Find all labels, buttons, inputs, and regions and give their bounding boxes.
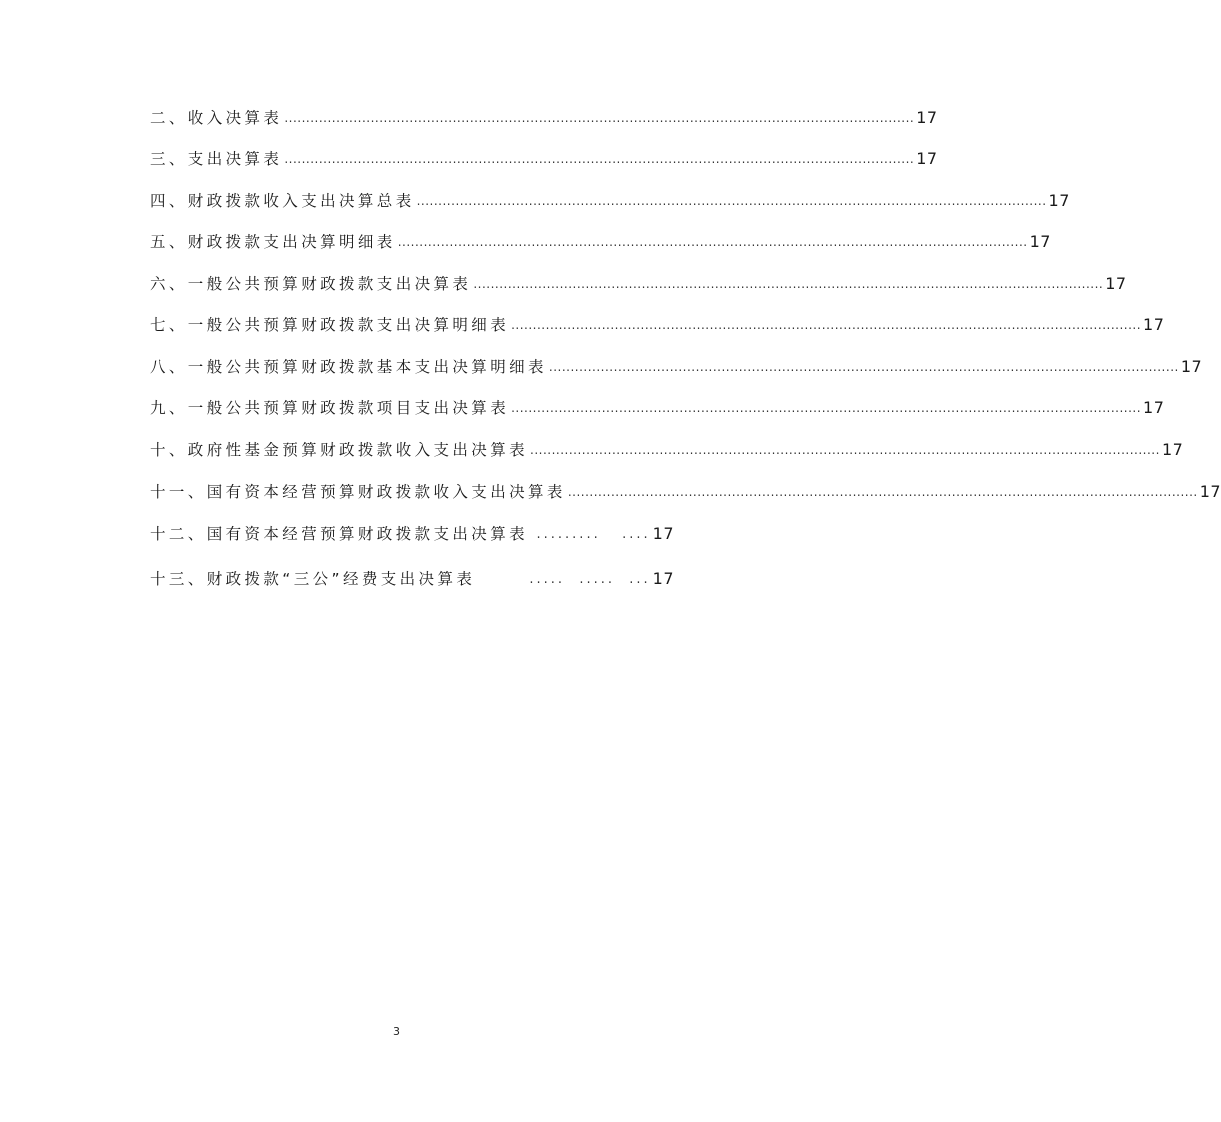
toc-leader-dots: ..................................................................................................................................................	[530, 443, 1160, 457]
toc-entry-title: 五、财政拨款支出决算明细表	[150, 233, 396, 251]
toc-entry[interactable]	[150, 565, 674, 593]
toc-entry-title: 十、政府性基金预算财政拨款收入支出决算表	[150, 441, 529, 459]
toc-entry-page: 17	[1029, 232, 1051, 251]
toc-leader-dots: ..................................................................................................................................................	[397, 235, 1028, 249]
toc-entry[interactable]	[150, 145, 938, 173]
toc-entry[interactable]	[150, 104, 938, 132]
toc-entry-title: 八、一般公共预算财政拨款基本支出决算明细表	[150, 358, 547, 376]
toc-leader-dots: ..... ..... ...	[529, 572, 651, 587]
toc-entry-page: 17	[1199, 482, 1221, 501]
toc-leader-dots: ..................................................................................................................................................	[284, 111, 915, 125]
toc-entry-page: 17	[1143, 398, 1165, 417]
toc-entry[interactable]	[150, 520, 674, 548]
toc-leader-dots: ..................................................................................................................................................	[473, 277, 1104, 291]
toc-entry-page: 17	[1161, 440, 1184, 459]
toc-entry-title: 四、财政拨款收入支出决算总表	[150, 192, 415, 210]
toc-entry-page: 17	[1143, 315, 1165, 334]
toc-entry[interactable]	[150, 436, 1184, 464]
toc-leader-dots: ..................................................................................................................................................	[548, 360, 1179, 374]
toc-entry[interactable]	[150, 353, 1203, 381]
toc-leader-dots: ..................................................................................................................................................	[511, 318, 1142, 332]
toc-entry-title: 九、一般公共预算财政拨款项目支出决算表	[150, 399, 510, 417]
toc-entry-title: 七、一般公共预算财政拨款支出决算明细表	[150, 316, 510, 334]
toc-leader-dots: ......... ....	[536, 527, 651, 542]
toc-entry-title: 二、收入决算表	[150, 109, 283, 127]
toc-leader-dots: ..................................................................................................................................................	[567, 485, 1198, 499]
toc-entry-page: 17	[916, 108, 938, 127]
toc-entry-title: 六、一般公共预算财政拨款支出决算表	[150, 275, 472, 293]
toc-entry-title: 十二、国有资本经营预算财政拨款支出决算表	[150, 525, 529, 543]
toc-entry-page: 17	[652, 524, 674, 543]
toc-entry[interactable]	[150, 270, 1127, 298]
toc-entry[interactable]	[150, 311, 1165, 339]
page-number: 3	[393, 1025, 400, 1038]
toc-entry-title: 十一、国有资本经营预算财政拨款收入支出决算表	[150, 483, 566, 501]
toc-leader-dots: ..................................................................................................................................................	[511, 401, 1142, 415]
toc-entry-page: 17	[652, 569, 674, 588]
toc-leader-dots: ..................................................................................................................................................	[416, 194, 1047, 208]
toc-entry-page: 17	[1105, 274, 1127, 293]
toc-entry-title: 三、支出决算表	[150, 150, 283, 168]
toc-entry[interactable]	[150, 478, 1221, 506]
toc-leader-dots: ..................................................................................................................................................	[284, 152, 915, 166]
toc-entry-page: 17	[1048, 191, 1070, 210]
toc-entry[interactable]	[150, 394, 1165, 422]
toc-entry-page: 17	[916, 149, 938, 168]
toc-entry[interactable]	[150, 228, 1051, 256]
toc-entry-title: 十三、财政拨款“三公”经费支出决算表	[150, 570, 476, 588]
toc-entry-page: 17	[1180, 357, 1203, 376]
toc-entry[interactable]	[150, 187, 1070, 215]
